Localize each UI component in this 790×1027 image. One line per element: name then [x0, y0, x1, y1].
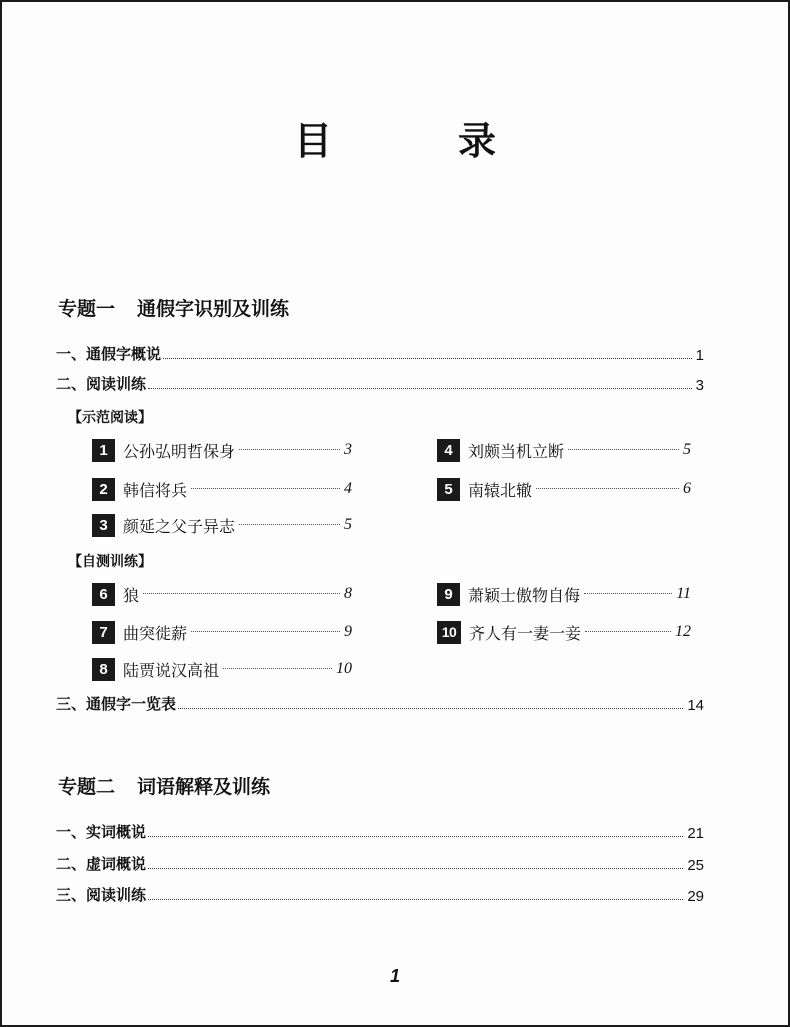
article-page: 11 — [676, 585, 691, 602]
article-page: 4 — [344, 480, 352, 497]
article-entry[interactable] — [92, 513, 352, 537]
article-number-badge: 2 — [92, 478, 115, 501]
dot-leader — [191, 631, 340, 632]
article-page: 3 — [344, 441, 352, 458]
article-page: 5 — [683, 441, 691, 458]
page-number: 1 — [389, 966, 400, 986]
toc-entry-page: 21 — [687, 825, 704, 842]
toc-entry-page: 29 — [687, 888, 704, 905]
topic-2-heading — [58, 772, 270, 799]
article-entry[interactable] — [437, 438, 691, 462]
article-number-badge: 8 — [92, 658, 115, 681]
article-number-badge: 10 — [437, 621, 461, 644]
toc-entry-page: 14 — [687, 697, 704, 714]
toc-entry-label: 二、虚词概说 — [56, 855, 147, 873]
toc-entry[interactable] — [56, 883, 704, 905]
toc-entry-label: 一、通假字概说 — [56, 345, 162, 363]
dot-leader — [148, 388, 692, 389]
article-entry[interactable] — [92, 582, 352, 606]
article-number-badge: 6 — [92, 583, 115, 606]
toc-entry[interactable] — [56, 692, 704, 714]
toc-entry-page: 25 — [687, 857, 704, 874]
article-title: 公孙弘明哲保身 — [123, 441, 236, 461]
dot-leader — [585, 631, 671, 632]
dot-leader — [148, 836, 683, 837]
article-entry[interactable] — [92, 657, 352, 681]
toc-entry-page: 3 — [695, 377, 704, 394]
toc-entry[interactable] — [56, 820, 704, 842]
dot-leader — [191, 488, 340, 489]
topic-1-heading — [58, 294, 289, 321]
article-title: 齐人有一妻一妾 — [469, 623, 582, 643]
article-title: 曲突徙薪 — [123, 623, 188, 643]
article-title: 刘颇当机立断 — [468, 441, 565, 461]
article-title: 颜延之父子异志 — [123, 516, 236, 536]
toc-entry-label: 三、通假字一览表 — [56, 695, 177, 713]
article-entry[interactable] — [437, 582, 691, 606]
article-title: 狼 — [123, 585, 140, 605]
article-page: 12 — [675, 623, 691, 640]
toc-entry[interactable] — [56, 852, 704, 874]
article-entry[interactable] — [92, 620, 352, 644]
dot-leader — [148, 868, 683, 869]
article-number-badge: 4 — [437, 439, 460, 462]
dot-leader — [148, 899, 683, 900]
toc-entry-label: 一、实词概说 — [56, 823, 147, 841]
demo-reading-heading: 【示范阅读】 — [68, 410, 152, 426]
dot-leader — [143, 593, 340, 594]
topic-2-number: 专题二 — [58, 776, 116, 798]
article-number-badge: 9 — [437, 583, 460, 606]
dot-leader — [223, 668, 332, 669]
article-entry[interactable] — [92, 477, 352, 501]
article-title: 萧颖士傲物自侮 — [468, 585, 581, 605]
article-number-badge: 7 — [92, 621, 115, 644]
article-number-badge: 5 — [437, 478, 460, 501]
dot-leader — [239, 524, 340, 525]
article-page: 8 — [344, 585, 352, 602]
dot-leader — [584, 593, 672, 594]
article-page: 6 — [683, 480, 691, 497]
topic-2-name: 词语解释及训练 — [137, 776, 271, 798]
article-number-badge: 1 — [92, 439, 115, 462]
topic-1-number: 专题一 — [58, 298, 116, 320]
article-entry[interactable] — [92, 438, 352, 462]
toc-entry-page: 1 — [695, 347, 704, 364]
dot-leader — [163, 358, 692, 359]
article-page: 9 — [344, 623, 352, 640]
article-title: 韩信将兵 — [123, 480, 188, 500]
self-test-heading: 【自测训练】 — [68, 554, 152, 570]
article-entry[interactable] — [437, 620, 691, 644]
article-title: 陆贾说汉高祖 — [123, 660, 220, 680]
article-entry[interactable] — [437, 477, 691, 501]
dot-leader — [568, 449, 679, 450]
dot-leader — [536, 488, 679, 489]
toc-entry[interactable] — [56, 372, 704, 394]
article-title: 南辕北辙 — [468, 480, 533, 500]
topic-1-name: 通假字识别及训练 — [137, 298, 290, 320]
toc-entry-label: 二、阅读训练 — [56, 375, 147, 393]
dot-leader — [239, 449, 340, 450]
article-number-badge: 3 — [92, 514, 115, 537]
toc-entry-label: 三、阅读训练 — [56, 886, 147, 904]
page-title: 目 录 — [293, 119, 540, 163]
toc-entry[interactable] — [56, 342, 704, 364]
dot-leader — [178, 708, 683, 709]
article-page: 5 — [344, 516, 352, 533]
article-page: 10 — [336, 660, 352, 677]
